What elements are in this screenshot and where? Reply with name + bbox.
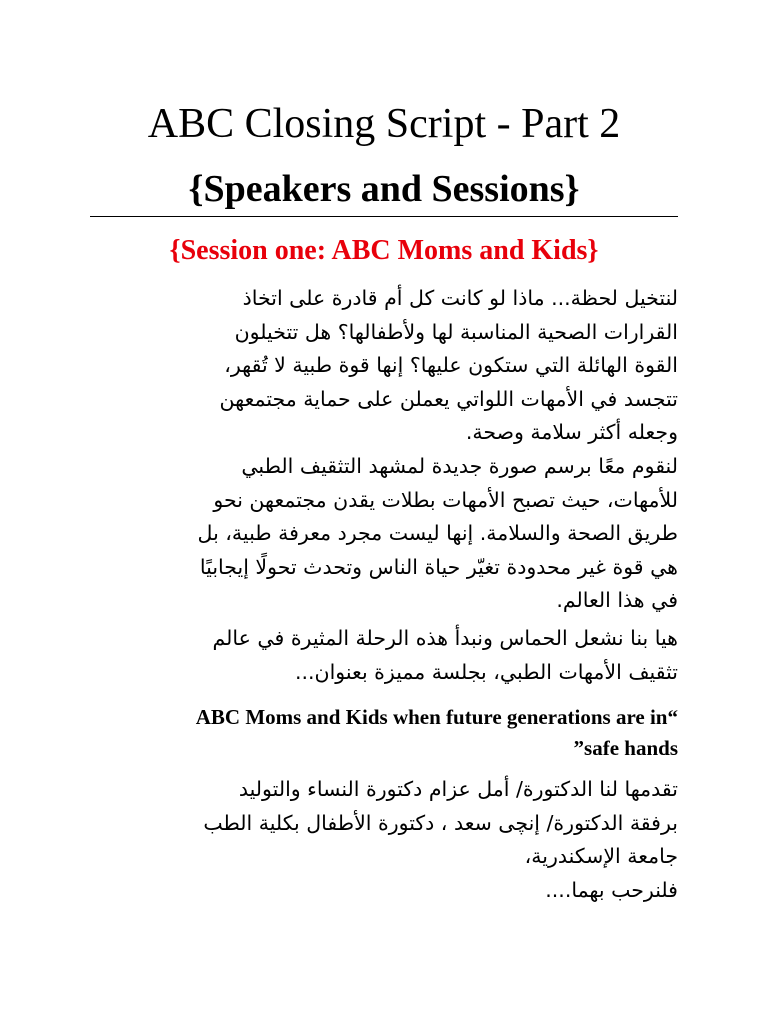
- intro-paragraph: [90, 282, 678, 450]
- paragraph-line: تقدمها لنا الدكتورة/ أمل عزام دكتورة النساء والتوليد: [238, 777, 678, 801]
- call-to-action-paragraph: [90, 622, 678, 689]
- paragraph-line: في هذا العالم.: [556, 588, 678, 612]
- session-title-line-1: ABC Moms and Kids when future generations are in“: [195, 705, 678, 729]
- title-divider: [90, 216, 678, 217]
- paragraph-line: هيا بنا نشعل الحماس ونبدأ هذه الرحلة المثيرة في عالم: [212, 626, 678, 650]
- paragraph-line: لنتخيل لحظة... ماذا لو كانت كل أم قادرة على اتخاذ: [242, 286, 678, 310]
- session-title-line-2: ”safe hands: [573, 736, 678, 760]
- welcome-paragraph: [90, 874, 678, 908]
- document-title: ABC Closing Script - Part 2: [147, 101, 621, 147]
- paragraph-line: هي قوة غير محدودة تغيّر حياة الناس وتحدث تحولًا إيجابيًا: [199, 554, 678, 579]
- paragraph-line: تثقيف الأمهات الطبي، بجلسة مميزة بعنوان...: [294, 659, 678, 684]
- paragraph-line: تتجسد في الأمهات اللواتي يعملن على حماية مجتمعهن: [219, 386, 678, 411]
- paragraph-line: فلنرحب بهما....: [545, 878, 678, 902]
- paragraph-line: طريق الصحة والسلامة. إنها ليست مجرد معرفة طبية، بل: [197, 521, 678, 545]
- paragraph-line: للأمهات، حيث تصبح الأمهات بطلات يقدن مجتمعهن نحو: [213, 487, 678, 512]
- paragraph-line: القوة الهائلة التي ستكون عليها؟ إنها قوة طبية لا تُقهر،: [224, 353, 678, 377]
- vision-paragraph: [90, 450, 678, 618]
- speakers-paragraph: [90, 773, 678, 874]
- document-subtitle: {Speakers and Sessions}: [188, 168, 580, 210]
- paragraph-line: لنقوم معًا برسم صورة جديدة لمشهد التثقيف الطبي: [241, 454, 678, 478]
- paragraph-line: جامعة الإسكندرية،: [524, 844, 678, 868]
- paragraph-line: القرارات الصحية المناسبة لها ولأطفالها؟ هل تتخيلون: [234, 319, 678, 344]
- session-heading: {Session one: ABC Moms and Kids}: [169, 235, 599, 266]
- paragraph-line: برفقة الدكتورة/ إنچى سعد ، دكتورة الأطفال بكلية الطب: [203, 810, 678, 835]
- paragraph-line: وجعله أكثر سلامة وصحة.: [465, 420, 678, 444]
